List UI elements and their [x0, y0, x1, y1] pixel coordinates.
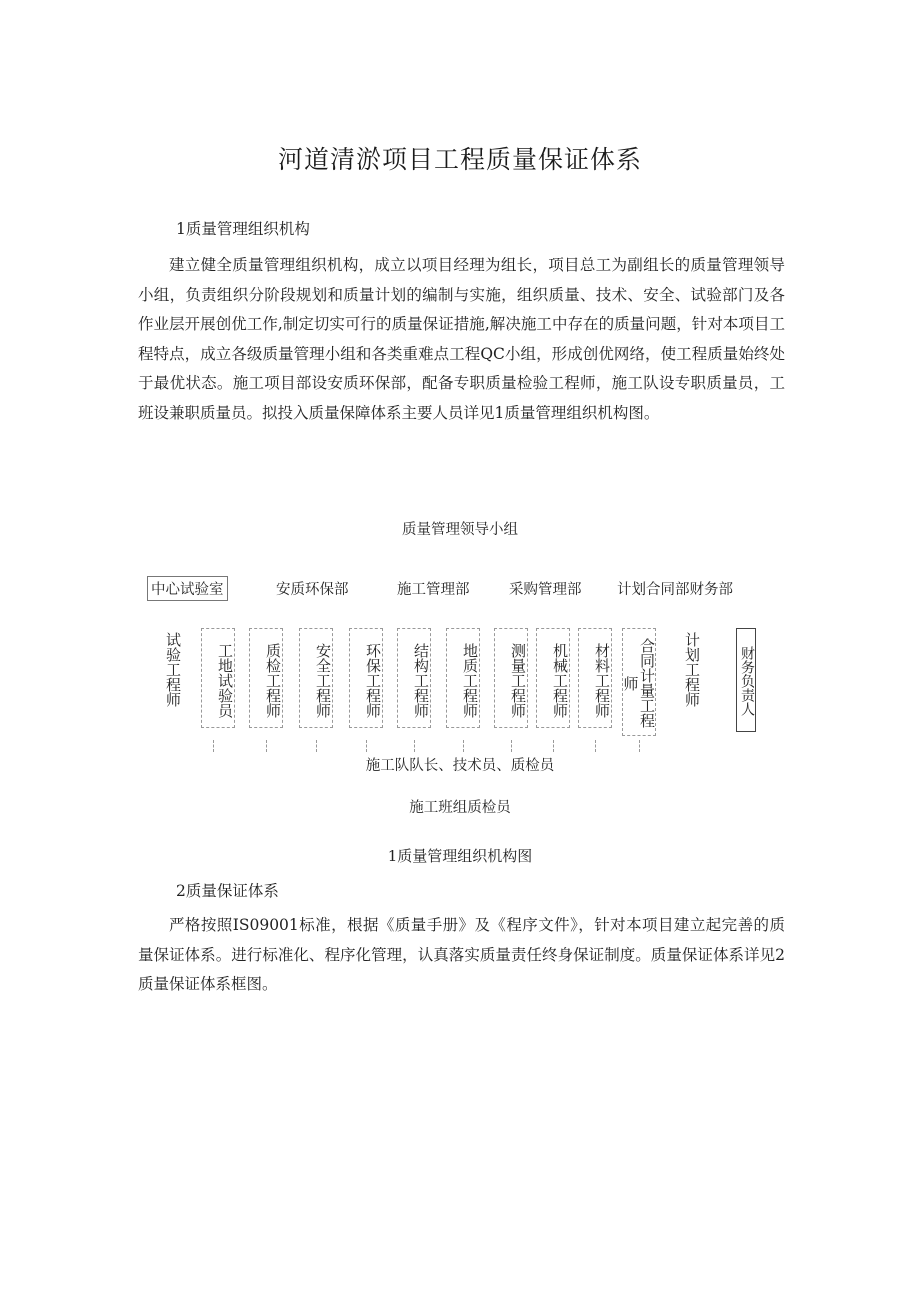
engineer-geology: 地质工程师: [446, 628, 480, 728]
engineer-quality-inspection: 质检工程师: [249, 628, 283, 728]
connector-tick: [366, 740, 367, 752]
connector-tick: [595, 740, 596, 752]
dept-safety-env: 安质环保部: [276, 582, 349, 598]
connector-tick: [316, 740, 317, 752]
org-level4-crew: 施工班组质检员: [409, 800, 511, 816]
document-title: 河道清淤项目工程质量保证体系: [277, 145, 642, 174]
engineer-planning: 计划工程师: [683, 632, 701, 707]
engineer-mechanical: 机械工程师: [536, 628, 570, 728]
connector-tick: [553, 740, 554, 752]
org-chart-caption: 1质量管理组织机构图: [387, 847, 533, 865]
dept-construction-mgmt: 施工管理部: [397, 582, 470, 598]
engineer-structure: 结构工程师: [397, 628, 431, 728]
connector-tick: [463, 740, 464, 752]
connector-tick: [414, 740, 415, 752]
section2-paragraph: 严格按照IS09001标准，根据《质量手册》及《程序文件》，针对本项目建立起完善的质量保证体系。进行标准化、程序化管理，认真落实质量责任终身保证制度。质量保证体系详见2质量保证体系框图。: [138, 916, 785, 993]
org-level3-team: 施工队队长、技术员、质检员: [365, 758, 555, 774]
org-top-leadership: 质量管理领导小组: [402, 522, 518, 538]
section1-heading: 1质量管理组织机构: [176, 220, 310, 238]
engineer-materials: 材料工程师: [578, 628, 612, 728]
engineer-safety: 安全工程师: [299, 628, 333, 728]
finance-head: 财务负责人: [736, 628, 756, 732]
engineer-contract-metering: 合同计量工程师: [622, 628, 656, 736]
dept-central-lab: 中心试验室: [147, 576, 228, 601]
dept-plan-contract-finance: 计划合同部财务部: [617, 582, 733, 598]
connector-tick: [266, 740, 267, 752]
engineer-survey: 测量工程师: [494, 628, 528, 728]
connector-tick: [511, 740, 512, 752]
engineer-test: 试验工程师: [164, 632, 182, 707]
section2-heading: 2质量保证体系: [176, 882, 279, 900]
engineer-environment: 环保工程师: [349, 628, 383, 728]
engineer-site-lab: 工地试验员: [201, 628, 235, 728]
section1-paragraph: 建立健全质量管理组织机构，成立以项目经理为组长，项目总工为副组长的质量管理领导小组，负责组织分阶段规划和质量计划的编制与实施，组织质量、技术、安全、试验部门及各作业层开展创优工作,制定切实可行的质量保证措施,解决施工中存在的质量问题，针对本项目工程特点，成立各级质量管理小组和各类重难点工程QC小组，形成创优网络，使工程质量始终处于最优状态。施工项目部设安质环保部，配备专职质量检验工程师，施工队设专职质量员，工班设兼职质量员。拟投入质量保障体系主要人员详见1质量管理组织机构图。: [138, 256, 785, 422]
connector-tick: [213, 740, 214, 752]
connector-tick: [639, 740, 640, 752]
dept-procurement: 采购管理部: [509, 582, 582, 598]
